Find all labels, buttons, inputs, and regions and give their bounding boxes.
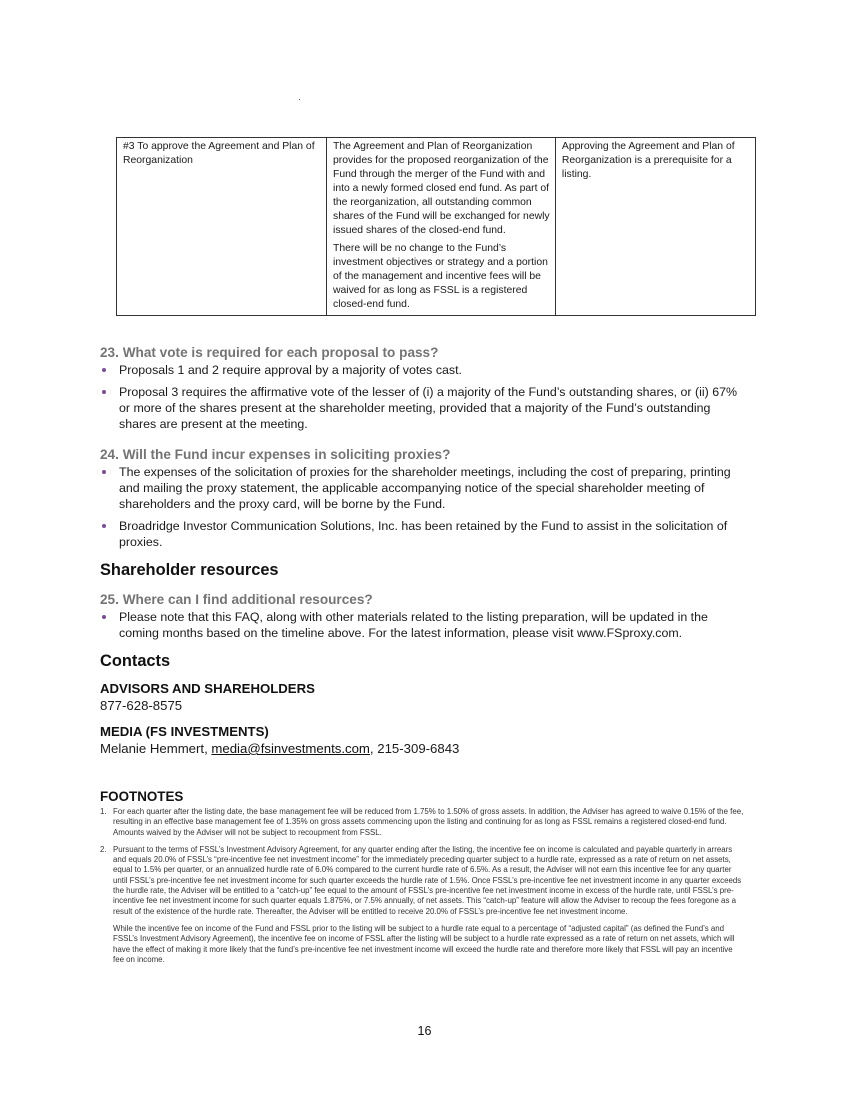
contacts-heading: Contacts <box>100 652 171 670</box>
advisors-phone: 877-628-8575 <box>100 698 183 713</box>
question-text: Will the Fund incur expenses in soliciting proxies? <box>122 447 451 462</box>
footnote-number: 1. <box>100 807 107 816</box>
list-item: Proposals 1 and 2 require approval by a majority of votes cast. <box>100 362 750 378</box>
description-cell <box>327 138 556 316</box>
question-23-heading <box>100 344 750 361</box>
rationale-text: Approving the Agreement and Plan of Reorganization is a prerequisite for a listing. <box>561 141 735 180</box>
question-text: Where can I find additional resources? <box>122 592 373 607</box>
list-item: The expenses of the solicitation of proxies for the shareholder meetings, including the cost of preparing, printing and mailing the proxy statement, the applicable accompanying notice of the special shareholder meeting of shareholders and the proxy card, will be borne by the Fund. <box>100 464 750 512</box>
footnote-number: 2. <box>100 844 107 854</box>
question-number: 23. <box>100 345 119 360</box>
faq-content <box>100 344 750 757</box>
media-heading: MEDIA (FS INVESTMENTS) <box>100 724 269 739</box>
description-paragraph-1: The Agreement and Plan of Reorganization provides for the proposed reorganization of the Fund through the merger of the Fund with and into a newly formed closed end fund. As part of the reorganization, all outstanding common shares of the Fund will be exchanged for newly issued shares of the closed-end fund. <box>333 141 550 236</box>
media-email-link[interactable]: media@fsinvestments.com <box>211 741 370 756</box>
proposal-text: #3 To approve the Agreement and Plan of Reorganization <box>123 141 315 166</box>
description-paragraph-2: There will be no change to the Fund’s investment objectives or strategy and a portion of the management and incentive fees will be waived for as long as FSSL is a registered closed-end fund. <box>333 243 548 310</box>
question-25-heading <box>100 591 750 608</box>
footnotes-heading: FOOTNOTES <box>100 789 184 804</box>
question-24-heading <box>100 446 750 463</box>
media-phone: , 215-309-6843 <box>369 741 460 756</box>
table-row <box>117 138 756 316</box>
footnote-continuation: While the incentive fee on income of the Fund and FSSL prior to the listing will be subject to a hurdle rate equal to a percentage of “adjusted capital” (as defined the Fund’s and FSSL’s Investment Advisory Agreement), the incentive fee on income of FSSL after the listing will be subject to a hurdle rate expressed as a rate of return on net assets, which will have the effect of making it more likely that the fund’s pre-incentive fee net investment income will exceed the hurdle rate and therefore more likely that FSSL will pay an incentive fee on income. <box>113 923 735 964</box>
shareholder-resources-heading: Shareholder resources <box>100 561 279 579</box>
page-number: 16 <box>417 1024 432 1038</box>
list-item: Broadridge Investor Communication Solutions, Inc. has been retained by the Fund to assist in the solicitation of proxies. <box>100 518 750 550</box>
footnotes-section <box>100 789 745 965</box>
footnote-text: For each quarter after the listing date, the base management fee will be reduced from 1.75% to 1.50% of gross assets. In addition, the Adviser has agreed to waive 0.15% of the fee, resulting in an effective base management fee of 1.35% on gross assets commencing upon the listing and continuing for as long as FSSL remains a registered closed-end fund. Amounts waived by the Adviser will not be subject to recoupment from FSSL. <box>113 807 744 837</box>
question-number: 24. <box>100 447 119 462</box>
footnote-2 <box>100 845 745 965</box>
proposal-table <box>116 137 756 316</box>
footnote-text: Pursuant to the terms of FSSL’s Investment Advisory Agreement, for any quarter ending after the listing, the incentive fee on income is calculated and payable quarterly in arrears and equals 20.0% of FSSL’s “pre-incentive fee net investment income” for the immediately preceding quarter subject to a hurdle rate, expressed as a rate of return on net assets, equal to 1.5% per quarter, or an annualized hurdle rate of 6.0% compared to the current hurdle rate of 6.5%. As a result, the Adviser will not earn this incentive fee for any quarter until FSSL’s pre-incentive fee net investment income for such quarter exceeds the hurdle rate of 1.5%. Once FSSL’s pre-incentive fee net investment income in any quarter exceeds the hurdle rate, the Adviser will be entitled to a “catch-up” fee equal to the amount of FSSL’s pre-incentive fee net investment income in excess of the hurdle rate, until FSSL’s pre-incentive fee net investment income for such quarter equals 1.875%, or 7.5% annually, of net assets. This “catch-up” feature will allow the Adviser to recoup the fees foregone as a result of the existence of the hurdle rate. Thereafter, the Adviser will be entitled to receive 20.0% of FSSL’s pre-incentive fee net investment income. <box>113 844 742 916</box>
list-item: Please note that this FAQ, along with other materials related to the listing preparation, will be updated in the coming months based on the timeline above. For the latest information, please visit www.FSproxy.com. <box>100 609 750 641</box>
proposal-cell <box>117 138 327 316</box>
question-text: What vote is required for each proposal to pass? <box>122 345 439 360</box>
question-23-bullets <box>100 362 750 432</box>
stray-dot <box>299 99 300 100</box>
footnote-1 <box>100 807 745 838</box>
rationale-cell <box>555 138 755 316</box>
advisors-heading: ADVISORS AND SHAREHOLDERS <box>100 681 315 696</box>
media-contact-line <box>100 740 750 757</box>
media-name: Melanie Hemmert, <box>100 741 212 756</box>
question-number: 25. <box>100 592 119 607</box>
question-24-bullets <box>100 464 750 550</box>
list-item: Proposal 3 requires the affirmative vote of the lesser of (i) a majority of the Fund’s outstanding shares, or (ii) 67% or more of the shares present at the shareholder meeting, provided that a majority of the Fund’s outstanding shares are present at the meeting. <box>100 384 750 432</box>
question-25-bullets <box>100 609 750 641</box>
